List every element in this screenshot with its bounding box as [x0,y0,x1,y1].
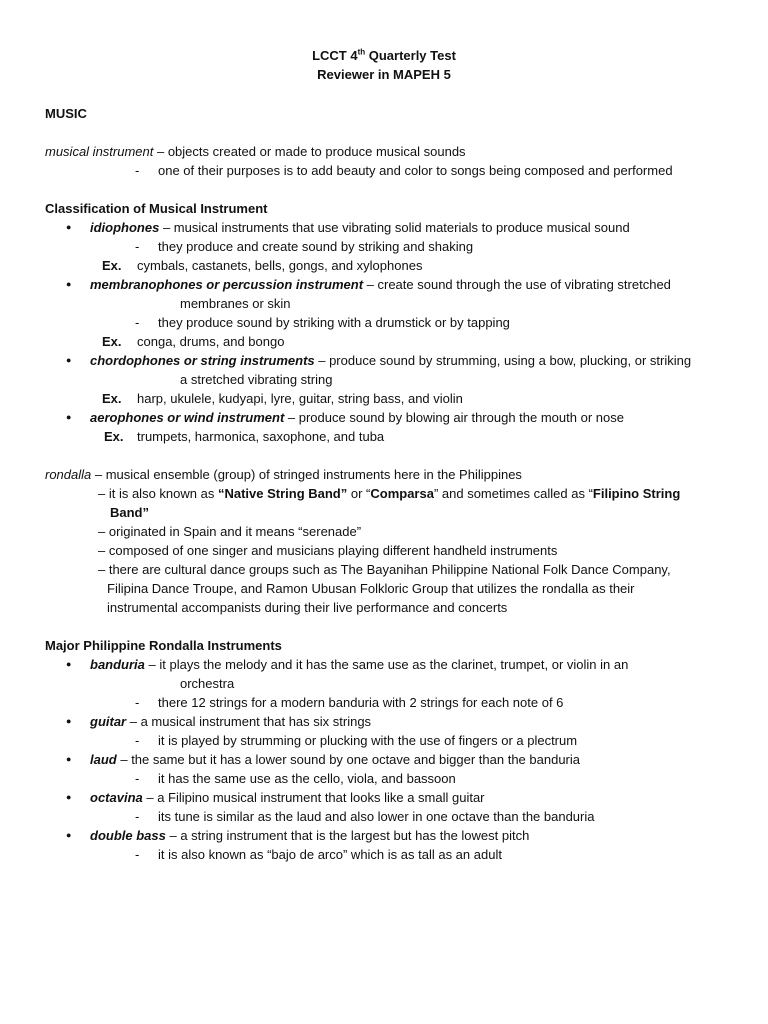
definition-sub-point: one of their purposes is to add beauty and color to songs being composed and performed [158,163,673,178]
example-label: Ex. [104,429,124,444]
example-label: Ex. [102,334,122,349]
bullet-marker: ● [66,792,72,802]
bullet-marker: ● [66,659,72,669]
example-membranophones: conga, drums, and bongo [137,334,285,349]
bullet-marker: ● [66,222,72,232]
example-idiophones: cymbals, castanets, bells, gongs, and xylophones [137,258,423,273]
rondalla-point-composition: – composed of one singer and musicians playing different handheld instruments [98,543,558,558]
item-double-bass: double bass – a string instrument that is the largest but has the lowest pitch [90,828,530,843]
sub-point-membranophones: they produce sound by striking with a drumstick or by tapping [158,315,510,330]
section-heading-classification: Classification of Musical Instrument [45,201,268,216]
bullet-marker: ● [66,830,72,840]
item-aerophones: aerophones or wind instrument – produce sound by blowing air through the mouth or nose [90,410,624,425]
sub-point-octavina: its tune is similar as the laud and also lower in one octave than the banduria [158,809,595,824]
dash-marker: - [135,771,140,786]
section-heading-music: MUSIC [45,106,87,121]
item-laud: laud – the same but it has a lower sound by one octave and bigger than the banduria [90,752,580,767]
bullet-marker: ● [66,412,72,422]
document-subtitle: Reviewer in MAPEH 5 [317,67,451,82]
dash-marker: - [135,733,140,748]
dash-marker: - [135,809,140,824]
bullet-marker: ● [66,716,72,726]
definition-musical-instrument: musical instrument – objects created or made to produce musical sounds [45,144,466,159]
sub-point-guitar: it is played by strumming or plucking with the use of fingers or a plectrum [158,733,578,748]
sub-point-double-bass: it is also known as “bajo de arco” which is as tall as an adult [158,847,502,862]
rondalla-point-dance-groups: – there are cultural dance groups such as The Bayanihan Philippine National Folk Dance Company, [98,562,671,577]
rondalla-point-dance-groups-cont: instrumental accompanists during their live performance and concerts [107,600,508,615]
bullet-marker: ● [66,355,72,365]
item-chordophones: chordophones or string instruments – produce sound by strumming, using a bow, plucking, or striking [90,353,692,368]
example-aerophones: trumpets, harmonica, saxophone, and tuba [137,429,385,444]
rondalla-point-aka-cont: Band” [110,505,149,520]
item-banduria-cont: orchestra [180,676,235,691]
example-label: Ex. [102,391,122,406]
item-membranophones: membranophones or percussion instrument – create sound through the use of vibrating stretched [90,277,671,292]
dash-marker: - [135,847,140,862]
item-banduria: banduria – it plays the melody and it has the same use as the clarinet, trumpet, or violin in an [90,657,629,672]
rondalla-point-dance-groups-cont: Filipina Dance Troupe, and Ramon Ubusan Folkloric Group that utilizes the rondalla as their [107,581,635,596]
bullet-marker: ● [66,754,72,764]
sub-point-laud: it has the same use as the cello, viola, and bassoon [158,771,456,786]
item-membranophones-cont: membranes or skin [180,296,291,311]
dash-marker: - [135,315,140,330]
dash-marker: - [135,239,140,254]
bullet-marker: ● [66,279,72,289]
example-label: Ex. [102,258,122,273]
example-chordophones: harp, ukulele, kudyapi, lyre, guitar, string bass, and violin [137,391,463,406]
dash-marker: - [135,695,140,710]
item-octavina: octavina – a Filipino musical instrument that looks like a small guitar [90,790,485,805]
item-guitar: guitar – a musical instrument that has six strings [90,714,372,729]
dash-marker: - [135,163,140,178]
rondalla-point-origin: – originated in Spain and it means “serenade” [98,524,362,539]
document-title: LCCT 4th Quarterly Test [312,47,456,63]
rondalla-point-aka: – it is also known as “Native String Band” or “Comparsa” and sometimes called as “Filipino String [98,486,681,501]
sub-point-banduria: there 12 strings for a modern banduria with 2 strings for each note of 6 [158,695,564,710]
definition-rondalla: rondalla – musical ensemble (group) of stringed instruments here in the Philippines [45,467,522,482]
section-heading-major-instruments: Major Philippine Rondalla Instruments [45,638,282,653]
item-chordophones-cont: a stretched vibrating string [180,372,333,387]
sub-point-idiophones: they produce and create sound by striking and shaking [158,239,474,254]
item-idiophones: idiophones – musical instruments that use vibrating solid materials to produce musical sound [90,220,630,235]
